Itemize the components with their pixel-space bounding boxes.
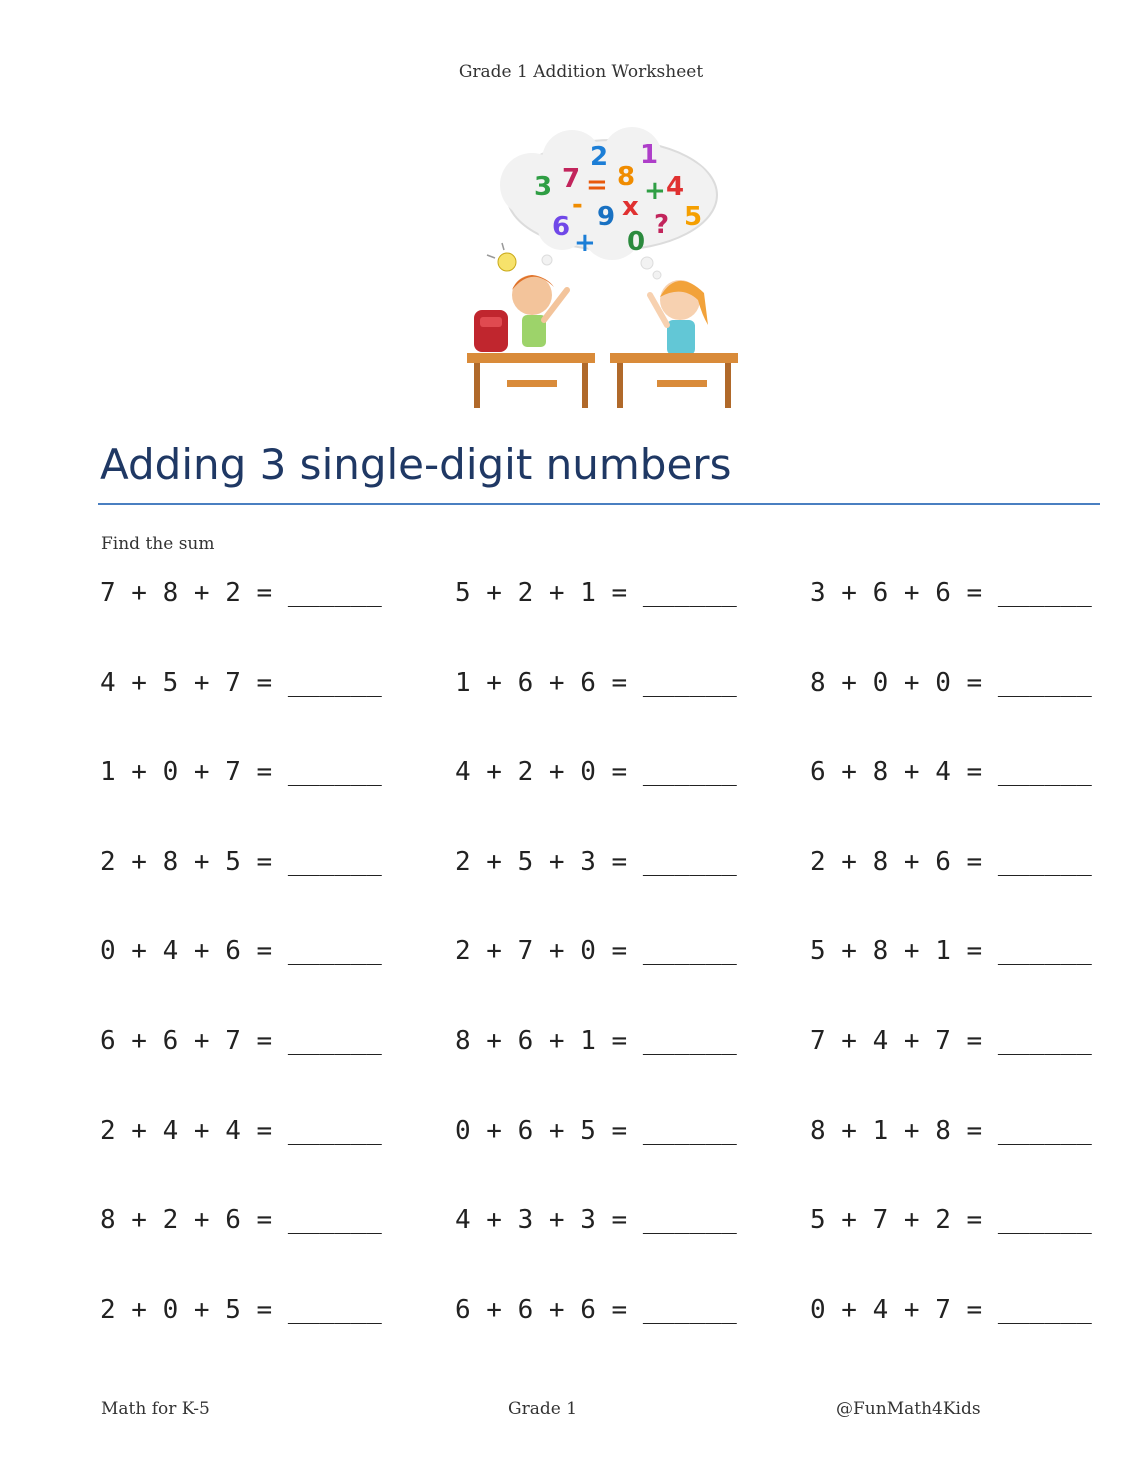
problem: 6 + 6 + 7 = ______ bbox=[100, 1026, 382, 1056]
problem-row bbox=[100, 1026, 1110, 1066]
problem-row bbox=[100, 936, 1110, 976]
section-heading: Adding 3 single-digit numbers bbox=[100, 440, 732, 489]
problem: 3 + 6 + 6 = ______ bbox=[810, 578, 1092, 608]
problem: 2 + 8 + 6 = ______ bbox=[810, 846, 1092, 877]
worksheet-title: Grade 1 Addition Worksheet bbox=[458, 62, 704, 82]
problem: 4 + 5 + 7 = ______ bbox=[100, 667, 382, 698]
problem: 5 + 7 + 2 = ______ bbox=[810, 1205, 1092, 1236]
cloud-glyph: 3 bbox=[534, 172, 553, 202]
problem-row bbox=[100, 668, 1110, 708]
problem: 0 + 6 + 5 = ______ bbox=[455, 1115, 737, 1146]
problem-row bbox=[100, 1205, 1110, 1245]
cloud-glyph: 1 bbox=[640, 140, 659, 170]
cloud-glyph: + bbox=[644, 176, 666, 206]
girl-figure bbox=[650, 280, 708, 355]
problem: 6 + 8 + 4 = ______ bbox=[810, 757, 1092, 788]
problem: 0 + 4 + 6 = ______ bbox=[100, 936, 382, 967]
problem: 8 + 2 + 6 = ______ bbox=[100, 1205, 382, 1236]
problem-row bbox=[100, 1116, 1110, 1156]
cloud-glyph: + bbox=[574, 228, 596, 258]
problem: 2 + 7 + 0 = ______ bbox=[455, 936, 737, 967]
cloud-glyph: 4 bbox=[666, 172, 685, 202]
footer-right: @FunMath4Kids bbox=[836, 1399, 981, 1419]
cloud-glyph: 5 bbox=[684, 202, 703, 232]
problem: 4 + 3 + 3 = ______ bbox=[455, 1205, 737, 1236]
cloud-glyph: 6 bbox=[552, 212, 571, 242]
backpack-icon bbox=[474, 310, 508, 352]
cloud-glyph: x bbox=[622, 192, 639, 222]
problem: 6 + 6 + 6 = ______ bbox=[455, 1294, 737, 1325]
cloud-glyph: 2 bbox=[590, 142, 609, 172]
problem: 2 + 0 + 5 = ______ bbox=[100, 1294, 382, 1325]
problem: 5 + 2 + 1 = ______ bbox=[455, 578, 737, 608]
cloud-glyph: 7 bbox=[562, 164, 581, 194]
problem-row bbox=[100, 578, 1110, 618]
problem: 1 + 0 + 7 = ______ bbox=[100, 757, 382, 788]
cloud-glyph: = bbox=[586, 170, 608, 200]
boy-figure bbox=[512, 275, 567, 347]
heading-rule bbox=[98, 503, 1100, 505]
problem: 8 + 0 + 0 = ______ bbox=[810, 667, 1092, 698]
cloud-glyph: 9 bbox=[597, 202, 616, 232]
cloud-glyph: 0 bbox=[627, 227, 646, 257]
desks bbox=[467, 353, 738, 408]
footer-left: Math for K-5 bbox=[101, 1399, 210, 1419]
problem: 2 + 4 + 4 = ______ bbox=[100, 1115, 382, 1146]
lightbulb-icon bbox=[487, 243, 516, 271]
cloud-glyph: ? bbox=[654, 210, 670, 240]
problem: 0 + 4 + 7 = ______ bbox=[810, 1294, 1092, 1325]
footer-center: Grade 1 bbox=[508, 1399, 578, 1419]
problem: 8 + 1 + 8 = ______ bbox=[810, 1115, 1092, 1146]
problem: 7 + 8 + 2 = ______ bbox=[100, 578, 382, 608]
problem: 1 + 6 + 6 = ______ bbox=[455, 667, 737, 698]
problem: 5 + 8 + 1 = ______ bbox=[810, 936, 1092, 967]
problem-row bbox=[100, 1295, 1110, 1335]
cloud-glyph: - bbox=[572, 190, 583, 220]
kids-math-illustration bbox=[462, 125, 742, 415]
problem: 7 + 4 + 7 = ______ bbox=[810, 1026, 1092, 1056]
cloud-glyph: 8 bbox=[617, 162, 636, 192]
problem-row bbox=[100, 757, 1110, 797]
problem: 4 + 2 + 0 = ______ bbox=[455, 757, 737, 788]
problem-row bbox=[100, 847, 1110, 887]
problem: 8 + 6 + 1 = ______ bbox=[455, 1026, 737, 1056]
problem: 2 + 5 + 3 = ______ bbox=[455, 846, 737, 877]
instruction-text: Find the sum bbox=[101, 534, 215, 554]
problem: 2 + 8 + 5 = ______ bbox=[100, 846, 382, 877]
